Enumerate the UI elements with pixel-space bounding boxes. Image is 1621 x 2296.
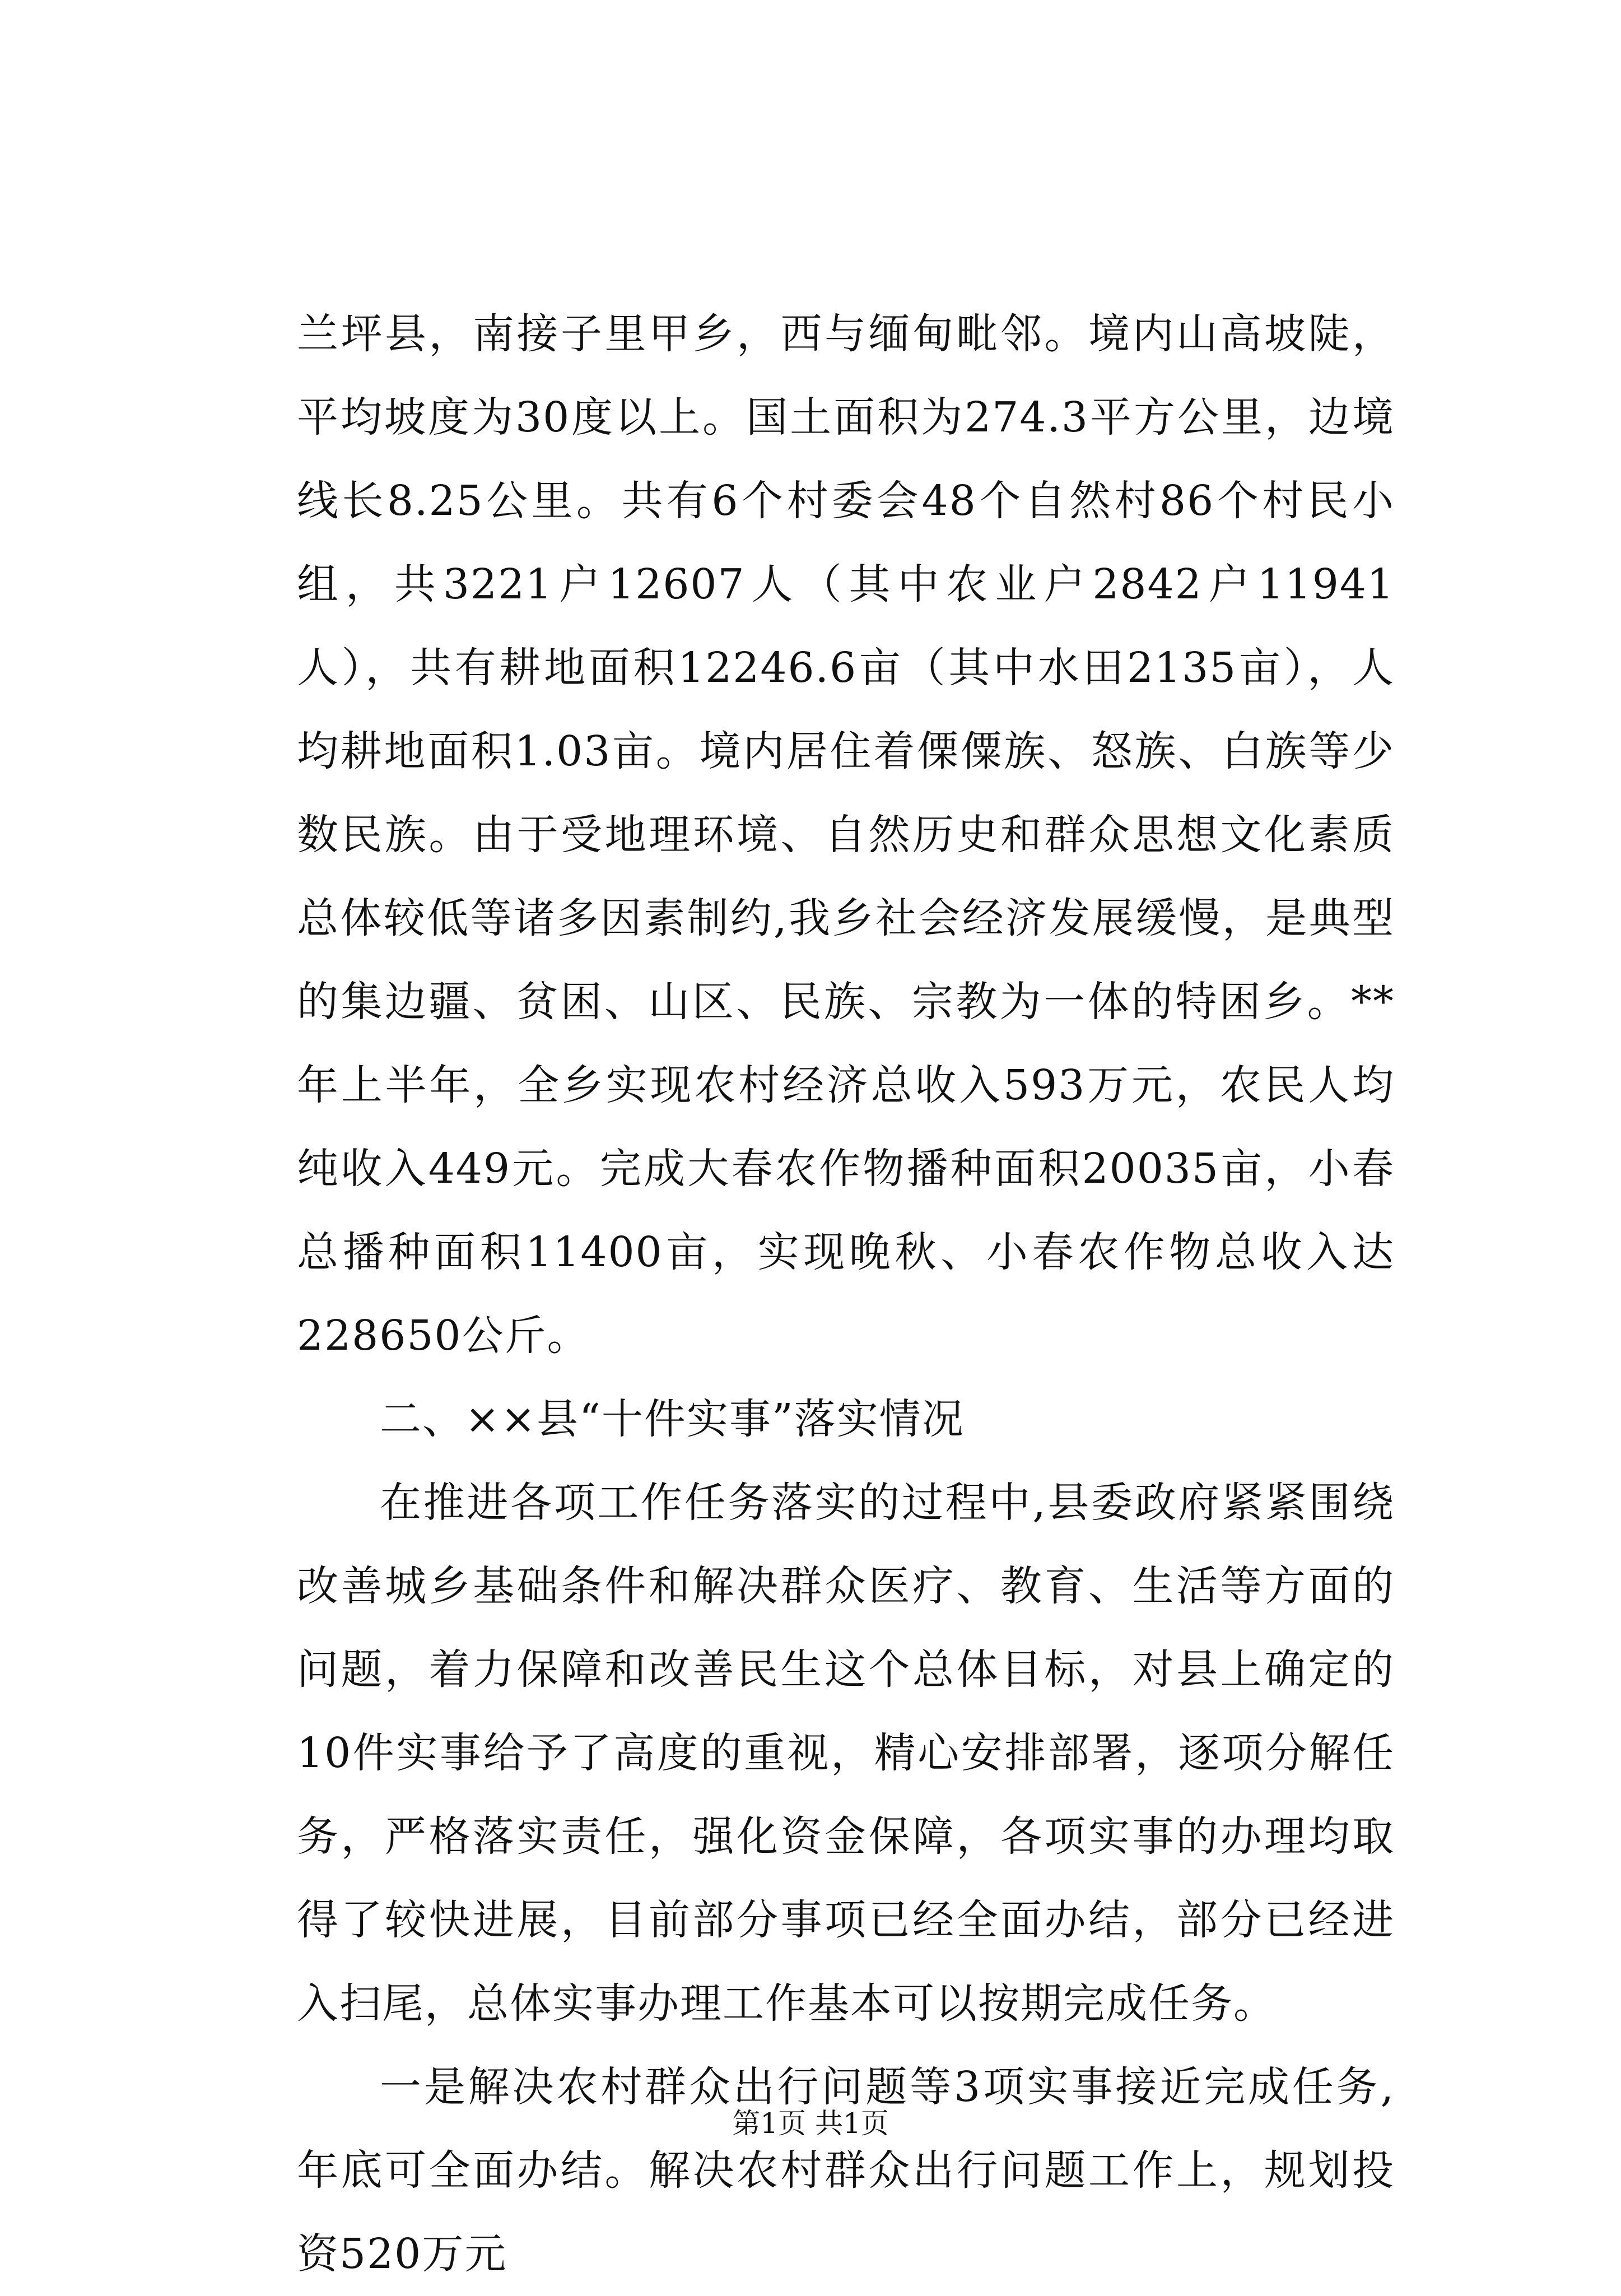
section-heading-ten-tasks: 二、××县“十件实事”落实情况: [380, 1395, 965, 1443]
page-number-label: 第1页 共1页: [732, 2107, 889, 2140]
document-body: [297, 292, 1395, 2296]
page-footer: [0, 2107, 1621, 2140]
paragraph-implementation-summary: 在推进各项工作任务落实的过程中,县委政府紧紧围绕改善城乡基础条件和解决群众医疗、教育、生活等方面的问题，着力保障和改善民生这个总体目标，对县上确定的10件实事给予了高度的重视，精心安排部署，逐项分解任务，严格落实责任，强化资金保障，各项实事的办理均取得了较快进展，目前部分事项已经全面办结，部分已经进入扫尾，总体实事办理工作基本可以按期完成任务。: [297, 1479, 1395, 2028]
paragraph-township-overview: 兰坪县，南接子里甲乡，西与缅甸毗邻。境内山高坡陡，平均坡度为30度以上。国土面积为274.3平方公里，边境线长8.25公里。共有6个村委会48个自然村86个村民小组，共3221户12607人（其中农业户2842户11941人），共有耕地面积12246.6亩（其中水田2135亩），人均耕地面积1.03亩。境内居住着傈僳族、怒族、白族等少数民族。由于受地理环境、自然历史和群众思想文化素质总体较低等诸多因素制约,我乡社会经济发展缓慢，是典型的集边疆、贫困、山区、民族、宗教为一体的特困乡。**年上半年，全乡实现农村经济总收入593万元，农民人均纯收入449元。完成大春农作物播种面积20035亩，小春总播种面积11400亩，实现晚秋、小春农作物总收入达228650公斤。: [297, 310, 1395, 1360]
paragraph-first-item: 一是解决农村群众出行问题等3项实事接近完成任务,年底可全面办结。解决农村群众出行问题工作上，规划投资520万元: [297, 2063, 1395, 2278]
